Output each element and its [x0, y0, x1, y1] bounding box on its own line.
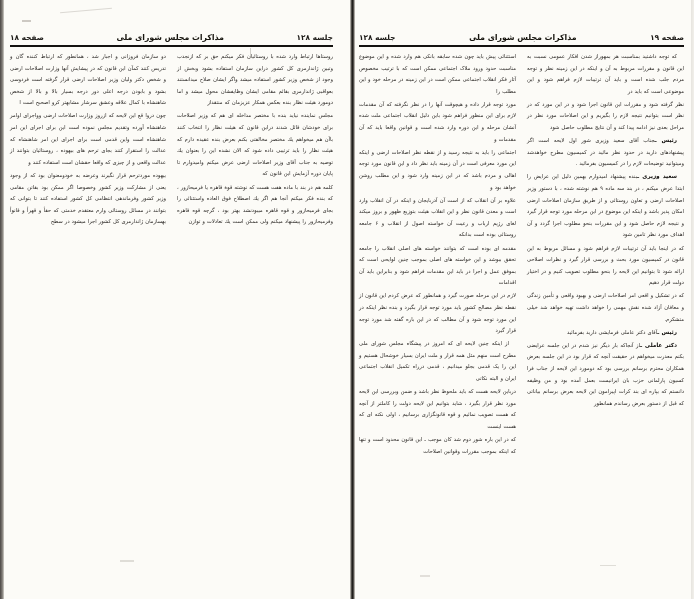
page-number-left: صفحه ۱۹ — [650, 33, 684, 42]
session-number-left: جلسه ۱۲۸ — [359, 33, 396, 42]
speech-text: آقای دکتر عاملی فرمایشی دارید بفرمائید — [567, 329, 658, 336]
paragraph: کلمه هم در بند با ماده هفت هست که نوشته قوة قاهره یا فرمیحازور ، که بنده فکر میکنم آنجا هم اگر یك اصطلاح فوق العاده واستثنائی را بجای فرمیحازور و قوه قاهره میبودنشد بهتر بود ، گرچه قوه قاهره وفرمیحازور را پیشنهاد میکنم ولی ممکن است یك تعادلات و توازن — [177, 184, 333, 226]
paragraph: مقدمه ای بوده است که بتوانند خواسته های اصلی انقلاب را جامعه تحقق ببوشد و این خواسته های اصلی بموجب چنین لوایحی است که بموفق عمل و اجرا در باید این مقدمات فراهم شود و بنابراین باید آن اقدامات — [359, 245, 516, 287]
text-columns-left — [359, 52, 684, 592]
page-left — [347, 0, 694, 599]
column-outer-right-page — [177, 52, 333, 230]
scan-artifact — [600, 565, 616, 566]
paragraph: که توجه داشتید بمناسبت هر بمهوراز شدن افکار عمومی نسبت به این قانون و مقررات مربوط به آن و اینکه در این زمینه نظر و توجه مردم جلب شده است و باید آن ترتیبات لازم فراهم شود و این موضوعی است که باید در — [527, 54, 684, 95]
running-head-right — [10, 0, 333, 45]
paragraph: دو سازمان فروزانی و اجبار شد ، همانطور که ارتباط کننده گان و تدریس کنند کمآن این قانون که در پیشایش آنها وزارت اصلاحات ارضی و شخص دکتر ولیان وزیر اصلاحات ارضی قرار گرفته است فردوسی بشود و بابودن درجه اعلی دور درجه بسیار بالا و بالا از شخص شاهنشاه با کمال علاقه وعشق سرشار مشابهتر کرو اصحبح است ا — [10, 54, 166, 107]
header-rule-right — [10, 45, 333, 47]
column-outer-left-page — [359, 52, 516, 460]
paragraph: علاوه بر آن انقلاب که از است آن آذربایجان و اینکه در آن انقلاب وارد است و معدن قانون نظر و این انقلاب هیئت بتوزیع ظهور و بروز میکند لغای رژیم ارباب و رعیت آن خواسته اصول از انقلاب و ۶ جامعه روستائی بوده است بدانکه — [359, 197, 517, 239]
paragraph: که در اینجا باید آن ترتیبات لازم فراهم شود و مسائل مربوط به این قانون در کمیسیون مورد بحث و بررسی قرار گیرد و نظرات اصلاحی ارائه شود تا بتوانیم این لایحه را بنحو مطلوب تصویب کنیم و در اختیار دولت قرار دهیم — [527, 245, 684, 287]
column-inner-right-page — [10, 52, 166, 230]
paragraph: بیهوده موردترحم قرار نگیرند وعرضه به خودومعنوان بود که از وجود یعنی از مشارکت وزیر کشور وخصوصا اگر ممکن بود بقاتن مقامی وزیر کشور وفرماندهی انتظامی کل کشور استفاده کنند تا بتوانی که بتوانند در مسائل روستائی وارم معتقدم خدمتی که حقأ و قهرأ و قانوأ بهسازمان ژاندارمری کل کشور اجرا میشود در سطح — [10, 172, 166, 226]
text-columns-right — [10, 52, 333, 592]
scan-edge-left — [0, 0, 4, 599]
paragraph: از اینکه چنین لایحه ای که امروز در پیشگاه مجلس شورای ملی مطرح است منهم مثل همه قرار و ملت ایران بسیار خوشحال هستیم و این را یک قدمی بجلو میدانیم ، قدمی درراه تکمیل انقلاب اجتماعی ایران و البته نکاتی — [359, 341, 516, 383]
document-title-right: مذاکرات مجلس شورای ملی — [116, 33, 224, 42]
session-number-right: جلسه ۱۲۸ — [296, 33, 333, 42]
speaker-paragraph — [527, 328, 684, 340]
paragraph: که در تشکیل و اقعی امر اصلاحات ارضی و بهبود واقعی و تأمین زندگی و معافان آزاد شده نقش مهمی را خواهد داشت تهیه خواهد شد خیلی متشکرم. — [527, 293, 684, 323]
scan-artifact — [250, 48, 251, 58]
header-rule-left — [359, 45, 684, 47]
page-number-right: صفحه ۱۸ — [10, 33, 44, 42]
running-head-left — [359, 0, 684, 45]
paragraph: مجلس نماینده نیاید بنده با مختصر مداخله ای هم که وزیر اصلاحات برای خودشان قائل شدند دراین قانون که هیئت نظار را انتخاب کنند باآن هم میخواهم یك مختصر مخالفتی بکنم بعرض بنده عقیده دارم که هیئت نظار را باید ترتیبی داده شود که الان نشده این را بعنوان یك توصیه به جناب آقای وزیر اصلاحات ارضی عرض میکنم وامیدوارم تا پایان دوره آزمایش این قانون که — [177, 113, 333, 178]
scan-artifact — [120, 560, 134, 562]
paragraph: لازم در این مرحله صورت گیرد و همانطور که عرض کردم این قانون از نقطه نظر مصالح کشور باید مورد توجه قرار بگیرد و بنده نظر اینکه در این مورد توجه شود و آن مطالب که در این باره گفته شد مورد توجه قرار گیرد — [359, 293, 516, 335]
document-title-left: مذاکرات مجلس شورای ملی — [469, 33, 577, 42]
column-inner-left-page — [527, 52, 684, 412]
speaker-paragraph — [527, 341, 684, 411]
speaker-label: دکتر عاملی ـ — [640, 342, 677, 349]
speaker-label: سعید وزیری ـ — [637, 174, 677, 181]
paragraph: اجتماعی را باید به نتیجه رسید و از نقطه نظر اصلاحات ارضی و اینکه این مورد معرفی است در آن زمینه باید نظر داد و این قانون مورد توجه اهالی و مردم باشد که در این زمینه وارد شود و این مطلب روشن خواهد بود و — [359, 149, 516, 191]
paragraph: چون دروا قع این لایحه که ازروز وزارت اصلاحات ارضی وواجرای اوامر شاهنشاه آورده وتقدیم مجلس نموده است این برای اجرای این امر شاهنشاه است واین قدمی است برای اجرای این امر شاهنشاه که عدالت را استقرار کنند بجای ترحم های بیهوده ، روستائیان بتوانند از عدالت واقعی و از چیزی که واقعا حقشان است استفاده کنند و — [10, 113, 166, 166]
binding-gutter — [350, 0, 355, 599]
paragraph: روستاها ارتباط وارد شده با روستائیان فکر میکنم حق بر که ازنجدب وتبین ژاندارمری کل کشور دراین سازمان استفاده بشود وبخش از وجود از شخص وزیر کشور استفاده میشد واگر ایشان صلاح میدانستند بعواقبی ژاندارمری بقائم مقامی ایشان وظایفشان محول میشد و اما دومورد هیئت نظار بنده بعکس همکار عزیزمان که منتقداز — [177, 54, 333, 107]
speaker-label: رئیس ـ — [657, 329, 677, 336]
paragraph: مورد توجه قرار داده و هیچوقت آنها را در نظر نگرفته که آن مقدمات لازم برای این منظور فراهم شود باین دلیل انقلاب اجتماعی ملت شده آنشان مرحله و این دوره وارد شده است و قوانین واقعا باید که آن مقدمات و — [359, 101, 516, 143]
scan-artifact — [22, 20, 31, 22]
paragraph: درباین لایحه هست که باید ملحوظ نظر باشد و ضمن وبررسی این لایحه مورد نظر قرار بگیرد ، شاید بتوانیم این لایحه دولت را کاملتر از آنچه که هست تصویب نمائیم و قوه قانونگزاری برسانیم ، اولی نکته ای که هست اینست — [359, 389, 516, 430]
scan-artifact — [420, 575, 430, 577]
speech-text: از آنجاکه بار دیگر نیز شدم در این جلسه عرایضی بکنم معذرت میخواهم در حقیقت آنچه که قرار بود در این جلسه بعرض همکاران محترم برسانم بررسی بود که دومورد این لایحه از جناب فرا کسیون پارلمانی حزب بان ایرانیست بعمل آمده بود و من وظیفه دانستم که بپاره ای بند کرات اپیرامون این لایحه بعرض برسانم بیاناتی که قبل از دستور بعرض رساندم همانطور — [527, 342, 684, 407]
speaker-label: رئیس ـ — [654, 138, 677, 145]
paragraph: استثنائی پیش باید چون شده سابقه بانکی هم وارد شده و این موضوع مناسبت حدود ورود ملاک اجتماعی ممکن است که با ترتیب مخصوص آثار فکر انقلاب اجتماعی ممکن است در این زمینه در مرحله خود و این مطلب را — [359, 54, 516, 95]
speech-text: جناب آقای سعید وزیری شور اول لایحه است اگر پیشنهادهای دارید در حدود نظر مائید در کمیسیون مطرح خواهدشد ومیتوانید توضیحات لازم را در کمیسیون بفرمائید . — [527, 138, 684, 168]
speech-text: بنده پیشنهاد امیدوارم بهمین دلیل این عرایض را ابتدا عرض میکنم ، در بند سه ماده ۹ هم نوشته شده ، با دستور وزیر اصلاحات ارضی و تعاون روستائی و از طریق سازمان اصلاحات ارضی امکان پذیر باشد و اینکه این موضوع در این مرحله مورد توجه قرار گیرد و نتیجه لازم حاصل شود و این مقررات بنحو مطلوب اجرا گردد و آن اهداف مورد نظر تامین شود — [527, 174, 685, 239]
speaker-paragraph — [527, 136, 684, 171]
paragraph: نظر گرفته شود و مقررات این قانون اجرا شود و در این مورد که در نظر است بتوانیم نتیجه لازم را بگیریم و این اصلاحات مورد نظر در مراحل بعدی نیز ادامه پیدا کند و آن نتایج مطلوب حاصل شود — [527, 101, 684, 132]
paragraph: که در این باره شور دوم شد کان موجب ـ این قانون محدود است و تنها که اینکه بموجب مقررات وقوانین اصلاحات — [359, 437, 516, 455]
speaker-paragraph — [527, 172, 684, 242]
